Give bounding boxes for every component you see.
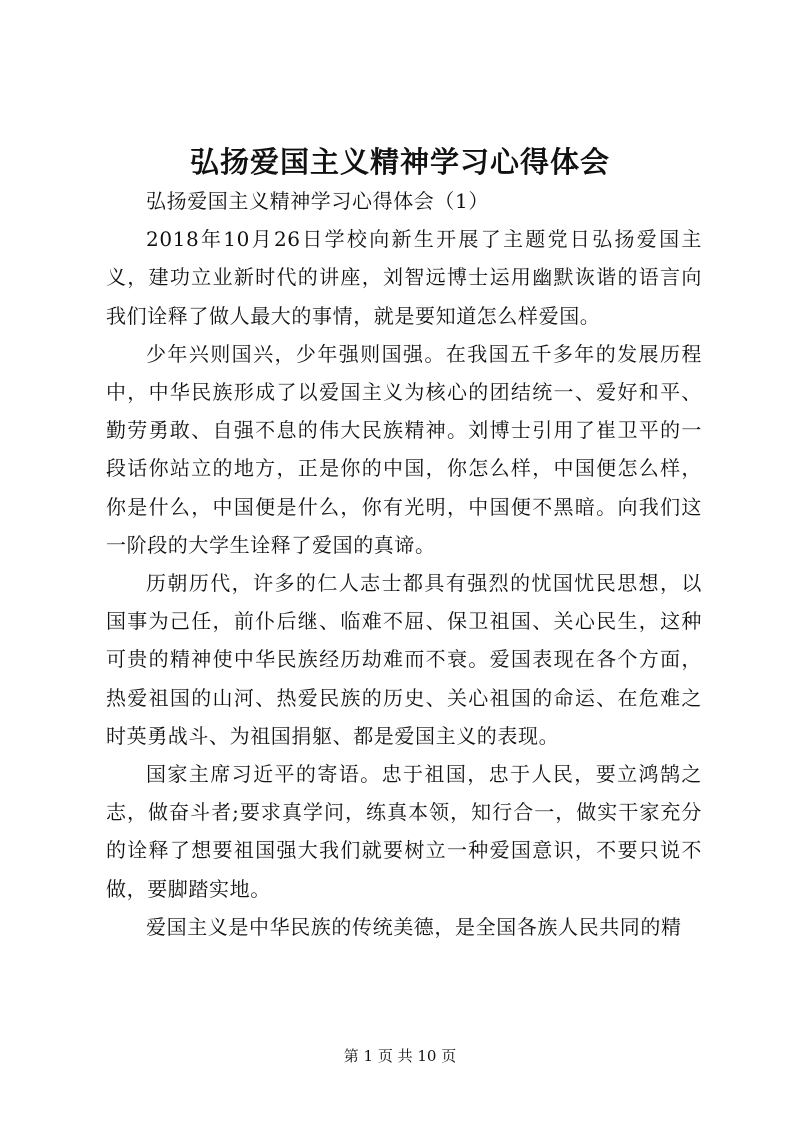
document-body <box>106 182 702 946</box>
paragraph-5: 爱国主义是中华民族的传统美德，是全国各族人民共同的精 <box>146 914 682 939</box>
paragraph-3: 历朝历代，许多的仁人志士都具有强烈的忧国忧民思想，以国事为己任，前仆后继、临难不屈、保卫祖国、关心民生，这种可贵的精神使中华民族经历劫难而不衰。爱国表现在各个方面，热爱祖国的山河、热爱民族的历史、关心祖国的命运、在危难之时英勇战斗、为祖国捐躯、都是爱国主义的表现。 <box>106 571 702 748</box>
paragraph-4: 国家主席习近平的寄语。忠于祖国，忠于人民，要立鸿鹄之志，做奋斗者;要求真学问，练真本领，知行合一，做实干家充分的诠释了想要祖国强大我们就要树立一种爱国意识，不要只说不做，要脚踏实地。 <box>106 762 702 901</box>
paragraph-1: 2018年10月26日学校向新生开展了主题党日弘扬爱国主义，建功立业新时代的讲座，刘智远博士运用幽默诙谐的语言向我们诠释了做人最大的事情，就是要知道怎么样爱国。 <box>106 227 702 328</box>
page-title: 弘扬爱国主义精神学习心得体会 <box>189 145 610 179</box>
page-number-footer: 第 1 页 共 10 页 <box>343 1047 457 1065</box>
paragraph-2: 少年兴则国兴，少年强则国强。在我国五千多年的发展历程中，中华民族形成了以爱国主义为核心的团结统一、爱好和平、勤劳勇敢、自强不息的伟大民族精神。刘博士引用了崔卫平的一段话你站立的地方，正是你的中国，你怎么样，中国便怎么样，你是什么，中国便是什么，你有光明，中国便不黑暗。向我们这一阶段的大学生诠释了爱国的真谛。 <box>106 341 702 557</box>
section-subtitle: 弘扬爱国主义精神学习心得体会（1） <box>146 189 489 213</box>
